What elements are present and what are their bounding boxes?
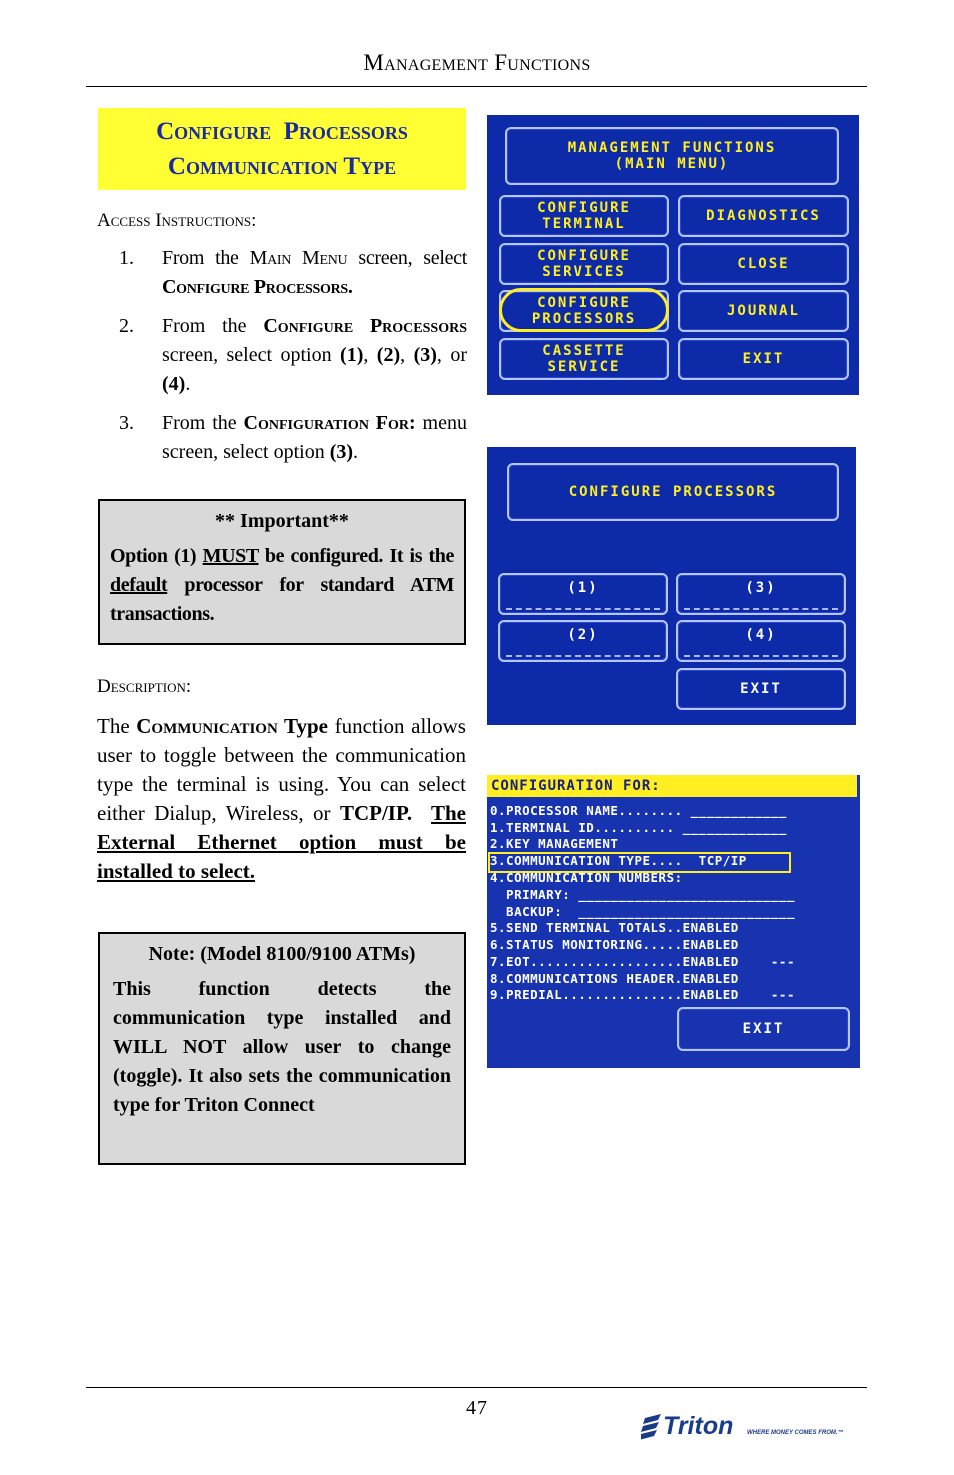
exit-button[interactable]: EXIT (678, 338, 849, 380)
selection-highlight (499, 288, 669, 332)
page-number: 47 (466, 1397, 488, 1419)
config-row[interactable]: 1.TERMINAL ID.......... _____________ (490, 820, 787, 835)
main-menu-screen (487, 115, 859, 395)
step-number: 3. (119, 412, 134, 434)
config-row[interactable]: 4.COMMUNICATION NUMBERS: (490, 870, 683, 885)
logo-wordmark: Triton (663, 1412, 734, 1440)
option-3-button[interactable]: (3) (676, 573, 846, 615)
option-4-button[interactable]: (4) (676, 620, 846, 662)
description-text: The Communication Type function allows user to toggle between the communication type the terminal is using. You can select either Dialup, Wireless, or TCP/IP. The External Ethernet option must be installed to select. (97, 714, 467, 883)
configure-processors-title: CONFIGURE PROCESSORS (507, 463, 839, 521)
main-menu-title-panel (505, 127, 839, 185)
cassette-service-button[interactable]: CASSETTE SERVICE (499, 338, 669, 380)
section-title-line2: Communication Type (167, 153, 397, 180)
config-row[interactable]: 2.KEY MANAGEMENT (490, 836, 619, 851)
logo-tagline: WHERE MONEY COMES FROM.™ (747, 1430, 844, 1436)
configure-processors-screen (487, 447, 856, 725)
running-header: Management Functions (363, 50, 591, 75)
exit-button[interactable]: EXIT (676, 668, 846, 710)
main-menu-subtitle: (MAIN MENU) (614, 156, 730, 172)
description-heading: Description: (97, 676, 192, 697)
step-1 (97, 244, 467, 302)
footer-rule (86, 1387, 867, 1388)
steps-list (97, 244, 467, 477)
exit-button[interactable]: EXIT (677, 1007, 850, 1051)
access-heading: Access Instructions: (97, 210, 257, 231)
diagnostics-button[interactable]: DIAGNOSTICS (678, 195, 849, 237)
config-row[interactable]: BACKUP: ___________________________ (490, 904, 795, 919)
configure-services-button[interactable]: CONFIGURE SERVICES (499, 243, 669, 285)
step-number: 1. (119, 247, 134, 269)
configure-terminal-button[interactable]: CONFIGURE TERMINAL (499, 195, 669, 237)
step-text: From the Configure Processors screen, select option (1), (2), (3), or (4). (162, 315, 467, 395)
config-row[interactable]: 5.SEND TERMINAL TOTALS..ENABLED (490, 920, 739, 935)
section-title-box (98, 108, 466, 190)
configuration-for-title: CONFIGURATION FOR: (487, 775, 857, 797)
option-1-button[interactable]: (1) (498, 573, 668, 615)
logo-stripe-icon (641, 1430, 657, 1440)
triton-logo (641, 1406, 871, 1446)
step-text: From the Main Menu screen, select Configure Processors. (162, 247, 467, 298)
model-note-box (98, 932, 466, 1165)
configure-processors-button[interactable]: CONFIGURE PROCESSORS (499, 290, 669, 332)
step-3 (97, 409, 467, 467)
config-row[interactable]: 6.STATUS MONITORING.....ENABLED (490, 937, 739, 952)
config-row[interactable]: 8.COMMUNICATIONS HEADER.ENABLED (490, 971, 739, 986)
config-row[interactable]: 9.PREDIAL...............ENABLED --- (490, 987, 795, 1002)
step-number: 2. (119, 315, 134, 337)
option-2-button[interactable]: (2) (498, 620, 668, 662)
config-row[interactable]: 3.COMMUNICATION TYPE.... TCP/IP (490, 853, 747, 868)
main-menu-title: MANAGEMENT FUNCTIONS (567, 140, 777, 156)
step-2 (97, 312, 467, 399)
section-title-line1: Configure Processors (156, 118, 408, 145)
important-text: Option (1) MUST be configured. It is the default processor for standard ATM transactions. (110, 545, 454, 625)
config-row[interactable]: 0.PROCESSOR NAME........ ____________ (490, 803, 787, 818)
important-box (98, 499, 466, 645)
step-text: From the Configuration For: menu screen, select option (3). (162, 412, 467, 463)
selection-highlight (488, 852, 791, 873)
configuration-for-screen (487, 775, 860, 1068)
config-row[interactable]: 7.EOT...................ENABLED --- (490, 954, 795, 969)
important-title: ** Important** (215, 510, 349, 532)
config-row[interactable]: PRIMARY: ___________________________ (490, 887, 795, 902)
close-button[interactable]: CLOSE (678, 243, 849, 285)
model-note-title: Note: (Model 8100/9100 ATMs) (148, 943, 416, 965)
journal-button[interactable]: JOURNAL (678, 290, 849, 332)
header-rule (86, 86, 867, 87)
model-note-text: This function detects the communication type installed and WILL NOT allow user to change (toggle). It also sets the communication type for Triton Connect (113, 978, 451, 1116)
